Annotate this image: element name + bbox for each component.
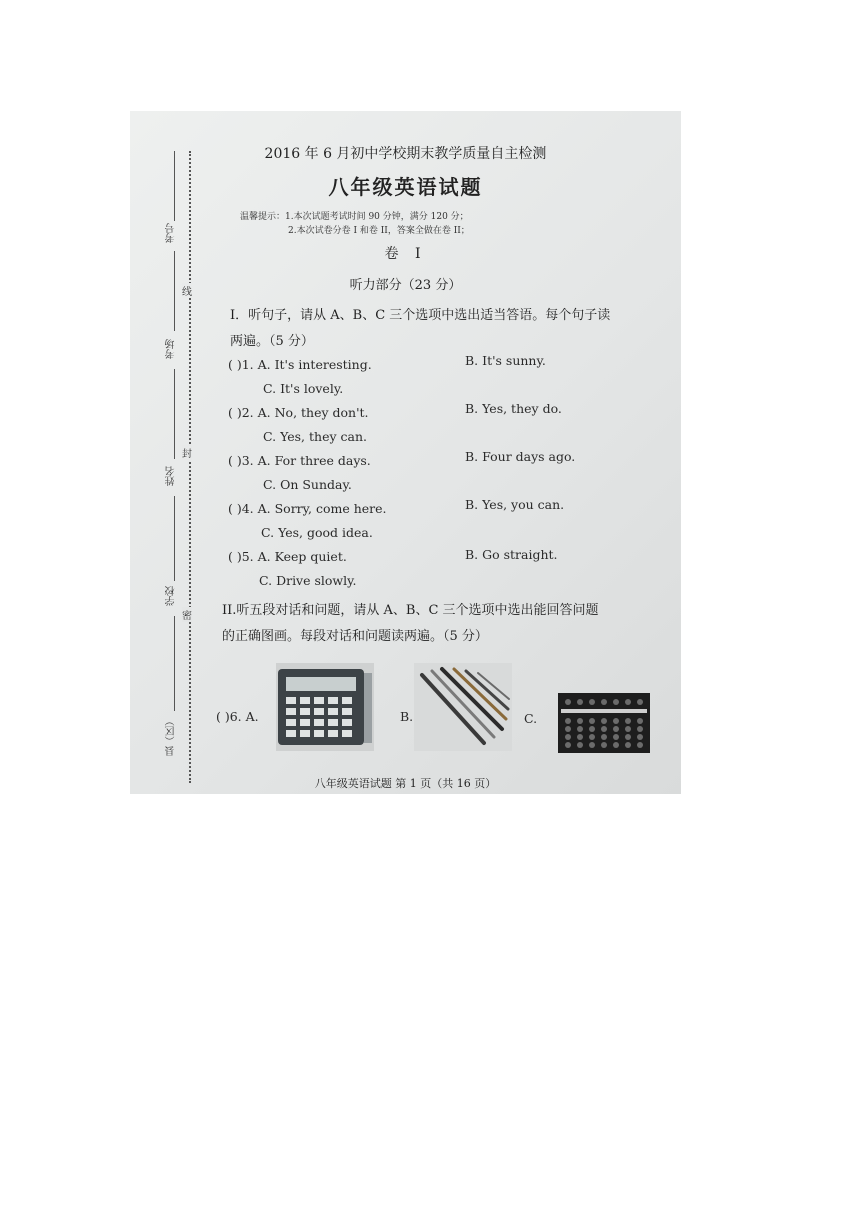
section-1-instruction-line-2: 两遍。（5 分） (230, 334, 314, 349)
question-4-option-c: C. Yes, good idea. (261, 525, 373, 540)
question-1-option-c: C. It's lovely. (263, 381, 344, 396)
seal-mark-secret: 密 (182, 607, 192, 622)
question-1-option-b: B. It's sunny. (465, 353, 546, 368)
side-label-exam-room: 考场 (166, 339, 177, 359)
side-blank-line (174, 496, 175, 581)
section-1-instruction-line-1: I．听句子，请从 A、B、C 三个选项中选出适当答语。每个句子读 (230, 308, 611, 323)
question-3-option-b: B. Four days ago. (465, 449, 576, 464)
question-3-option-a: ( )3. A. For three days. (228, 453, 371, 468)
side-blank-line (174, 616, 175, 711)
question-6-option-c-label: C. (524, 711, 538, 726)
page-footer: 八年级英语试题 第 1 页（共 16 页） (314, 777, 497, 790)
question-2-option-c: C. Yes, they can. (263, 429, 367, 444)
abacus-image (558, 693, 650, 753)
tip-line-2: 2.本次试卷分卷 I 和卷 II，答案全做在卷 II； (288, 226, 470, 236)
listening-heading: 听力部分（23 分） (349, 278, 462, 293)
question-6-option-b-label: B. (400, 709, 414, 724)
calculator-image (276, 663, 374, 751)
side-label-name: 姓名 (166, 466, 177, 486)
question-1-option-a: ( )1. A. It's interesting. (228, 357, 372, 372)
question-5-option-a: ( )5. A. Keep quiet. (228, 549, 347, 564)
exam-header: 2016 年 6 月初中学校期末教学质量自主检测 (264, 146, 547, 162)
question-4-option-a: ( )4. A. Sorry, come here. (228, 501, 387, 516)
side-label-exam-no: 考号 (166, 223, 177, 243)
volume-heading: 卷 I (384, 246, 427, 262)
pens-image (414, 663, 512, 751)
side-blank-line (174, 369, 175, 459)
question-5-option-b: B. Go straight. (465, 547, 558, 562)
seal-mark-line: 线 (182, 283, 192, 298)
side-label-county: 县（区） (166, 716, 177, 756)
question-2-option-b: B. Yes, they do. (465, 401, 562, 416)
seal-mark-seal: 封 (182, 445, 192, 460)
question-2-option-a: ( )2. A. No, they don't. (228, 405, 369, 420)
tip-line-1: 温馨提示：1.本次试题考试时间 90 分钟，满分 120 分； (240, 212, 469, 222)
question-4-option-b: B. Yes, you can. (465, 497, 565, 512)
exam-paper-photo (130, 111, 681, 794)
question-3-option-c: C. On Sunday. (263, 477, 352, 492)
section-2-instruction-line-1: II.听五段对话和问题，请从 A、B、C 三个选项中选出能回答问题 (222, 603, 599, 618)
question-6-label: ( )6. A. (216, 709, 259, 724)
exam-title: 八年级英语试题 (328, 175, 483, 199)
section-2-instruction-line-2: 的正确图画。每段对话和问题读两遍。（5 分） (222, 629, 488, 644)
side-label-school: 学校 (166, 586, 177, 606)
question-5-option-c: C. Drive slowly. (259, 573, 357, 588)
